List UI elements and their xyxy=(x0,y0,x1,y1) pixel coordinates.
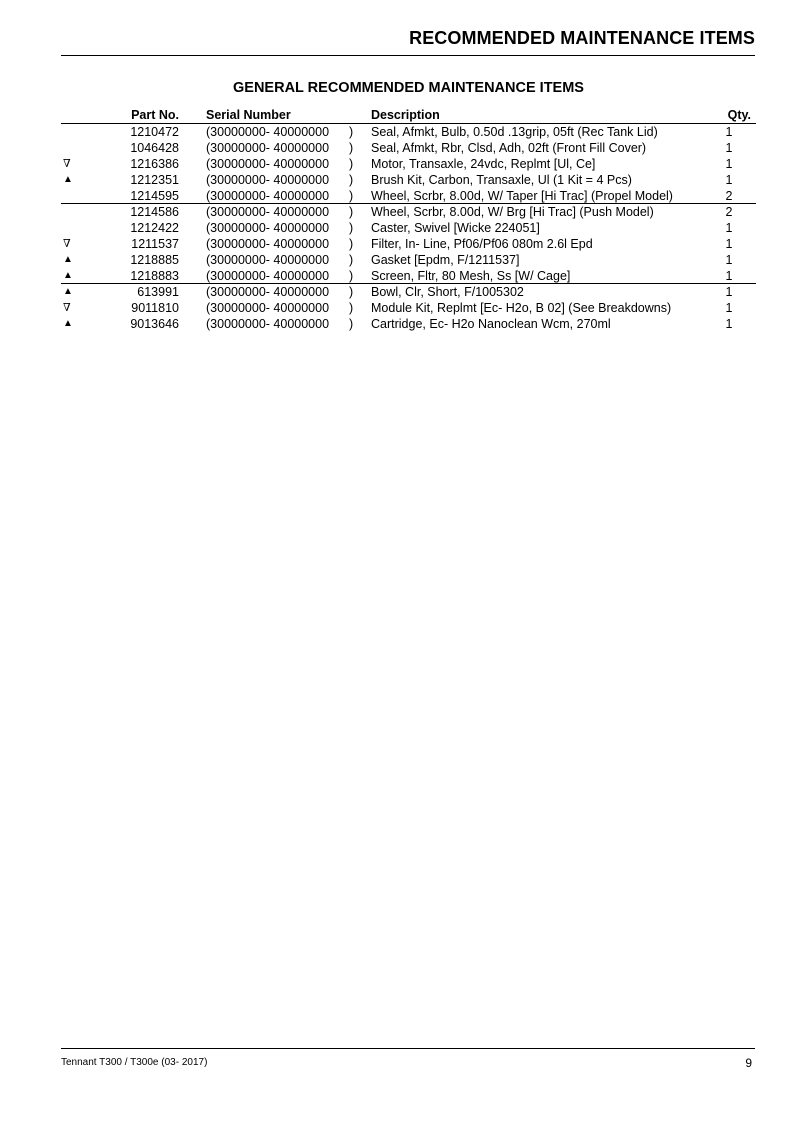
part-description: Filter, In- Line, Pf06/Pf06 080m 2.6l Epd xyxy=(371,237,593,251)
part-number: 1214595 xyxy=(130,189,179,203)
serial-close: ) xyxy=(349,205,354,219)
part-description: Gasket [Epdm, F/1211537] xyxy=(371,253,520,267)
serial-close: ) xyxy=(349,301,354,315)
serial-range: (30000000- 40000000 xyxy=(206,173,330,187)
table-row xyxy=(61,156,756,172)
part-description: Seal, Afmkt, Rbr, Clsd, Adh, 02ft (Front Fill Cover) xyxy=(371,141,647,155)
serial-range: (30000000- 40000000 xyxy=(206,269,330,283)
part-number: 1216386 xyxy=(130,157,179,171)
part-number: 1218883 xyxy=(130,269,179,283)
part-description: Bowl, Clr, Short, F/1005302 xyxy=(371,285,524,299)
part-quantity: 1 xyxy=(725,317,733,331)
serial-range: (30000000- 40000000 xyxy=(206,221,330,235)
serial-range: (30000000- 40000000 xyxy=(206,205,330,219)
serial-close: ) xyxy=(349,221,354,235)
serial-range: (30000000- 40000000 xyxy=(206,253,330,267)
part-number: 9013646 xyxy=(130,317,179,331)
part-description: Module Kit, Replmt [Ec- H2o, B 02] (See Breakdowns) xyxy=(371,301,672,315)
row-marker-icon: ▲ xyxy=(63,174,73,185)
table-row xyxy=(61,140,756,156)
part-quantity: 1 xyxy=(725,173,733,187)
row-marker-icon: ▲ xyxy=(63,318,73,329)
serial-range: (30000000- 40000000 xyxy=(206,317,330,331)
table-row xyxy=(61,188,756,204)
table-row xyxy=(61,252,756,268)
table-row xyxy=(61,236,756,252)
part-number: 1218885 xyxy=(130,253,179,267)
serial-range: (30000000- 40000000 xyxy=(206,189,330,203)
column-header-description: Description xyxy=(371,108,440,122)
part-quantity: 1 xyxy=(725,157,733,171)
part-number: 1212351 xyxy=(130,173,179,187)
row-marker-icon: ▲ xyxy=(63,270,73,281)
table-row xyxy=(61,220,756,236)
header-divider xyxy=(61,55,755,56)
serial-close: ) xyxy=(349,189,354,203)
part-description: Motor, Transaxle, 24vdc, Replmt [Ul, Ce] xyxy=(371,157,596,171)
table-body xyxy=(61,124,756,332)
part-description: Cartridge, Ec- H2o Nanoclean Wcm, 270ml xyxy=(371,317,611,331)
part-quantity: 1 xyxy=(725,285,733,299)
serial-range: (30000000- 40000000 xyxy=(206,125,330,139)
table-row xyxy=(61,284,756,300)
part-quantity: 1 xyxy=(725,141,733,155)
part-quantity: 1 xyxy=(725,125,733,139)
part-number: 1046428 xyxy=(130,141,179,155)
table-row xyxy=(61,204,756,220)
serial-range: (30000000- 40000000 xyxy=(206,285,330,299)
part-number: 9011810 xyxy=(131,301,179,315)
serial-close: ) xyxy=(349,317,354,331)
section-title: GENERAL RECOMMENDED MAINTENANCE ITEMS xyxy=(233,80,584,96)
serial-range: (30000000- 40000000 xyxy=(206,237,330,251)
part-quantity: 2 xyxy=(725,189,733,203)
part-quantity: 1 xyxy=(725,237,733,251)
part-number: 1211537 xyxy=(131,237,179,251)
part-number: 1214586 xyxy=(130,205,179,219)
row-marker-icon: ∇ xyxy=(63,301,71,314)
table-header-row xyxy=(61,107,756,124)
part-description: Screen, Fltr, 80 Mesh, Ss [W/ Cage] xyxy=(371,269,571,283)
serial-close: ) xyxy=(349,285,354,299)
table-row xyxy=(61,124,756,140)
serial-range: (30000000- 40000000 xyxy=(206,141,330,155)
part-number: 613991 xyxy=(137,285,179,299)
part-description: Wheel, Scrbr, 8.00d, W/ Brg [Hi Trac] (Push Model) xyxy=(371,205,654,219)
table-row xyxy=(61,268,756,284)
part-description: Caster, Swivel [Wicke 224051] xyxy=(371,221,540,235)
row-marker-icon: ▲ xyxy=(63,254,73,265)
footer-document-label: Tennant T300 / T300e (03- 2017) xyxy=(61,1057,208,1068)
table-row xyxy=(61,316,756,332)
serial-close: ) xyxy=(349,141,354,155)
part-quantity: 2 xyxy=(725,205,733,219)
part-number: 1210472 xyxy=(130,125,179,139)
page-header-title: RECOMMENDED MAINTENANCE ITEMS xyxy=(409,28,755,48)
part-description: Seal, Afmkt, Bulb, 0.50d .13grip, 05ft (Rec Tank Lid) xyxy=(371,125,658,139)
serial-close: ) xyxy=(349,125,354,139)
part-description: Brush Kit, Carbon, Transaxle, Ul (1 Kit = 4 Pcs) xyxy=(371,173,632,187)
part-description: Wheel, Scrbr, 8.00d, W/ Taper [Hi Trac] (Propel Model) xyxy=(371,189,673,203)
serial-close: ) xyxy=(349,157,354,171)
row-marker-icon: ∇ xyxy=(63,237,71,250)
column-header-part: Part No. xyxy=(131,108,179,122)
serial-close: ) xyxy=(349,173,354,187)
column-header-serial: Serial Number xyxy=(206,108,291,122)
row-marker-icon: ∇ xyxy=(63,157,71,170)
table-row xyxy=(61,300,756,316)
part-number: 1212422 xyxy=(130,221,179,235)
footer-divider xyxy=(61,1048,755,1049)
serial-range: (30000000- 40000000 xyxy=(206,301,330,315)
part-quantity: 1 xyxy=(725,269,733,283)
page-number: 9 xyxy=(745,1056,752,1070)
column-header-qty: Qty. xyxy=(727,108,751,122)
table-row xyxy=(61,172,756,188)
parts-table xyxy=(61,107,756,332)
serial-close: ) xyxy=(349,269,354,283)
row-marker-icon: ▲ xyxy=(63,286,73,297)
part-quantity: 1 xyxy=(725,253,733,267)
serial-close: ) xyxy=(349,237,354,251)
part-quantity: 1 xyxy=(725,221,733,235)
serial-range: (30000000- 40000000 xyxy=(206,157,330,171)
part-quantity: 1 xyxy=(725,301,733,315)
serial-close: ) xyxy=(349,253,354,267)
